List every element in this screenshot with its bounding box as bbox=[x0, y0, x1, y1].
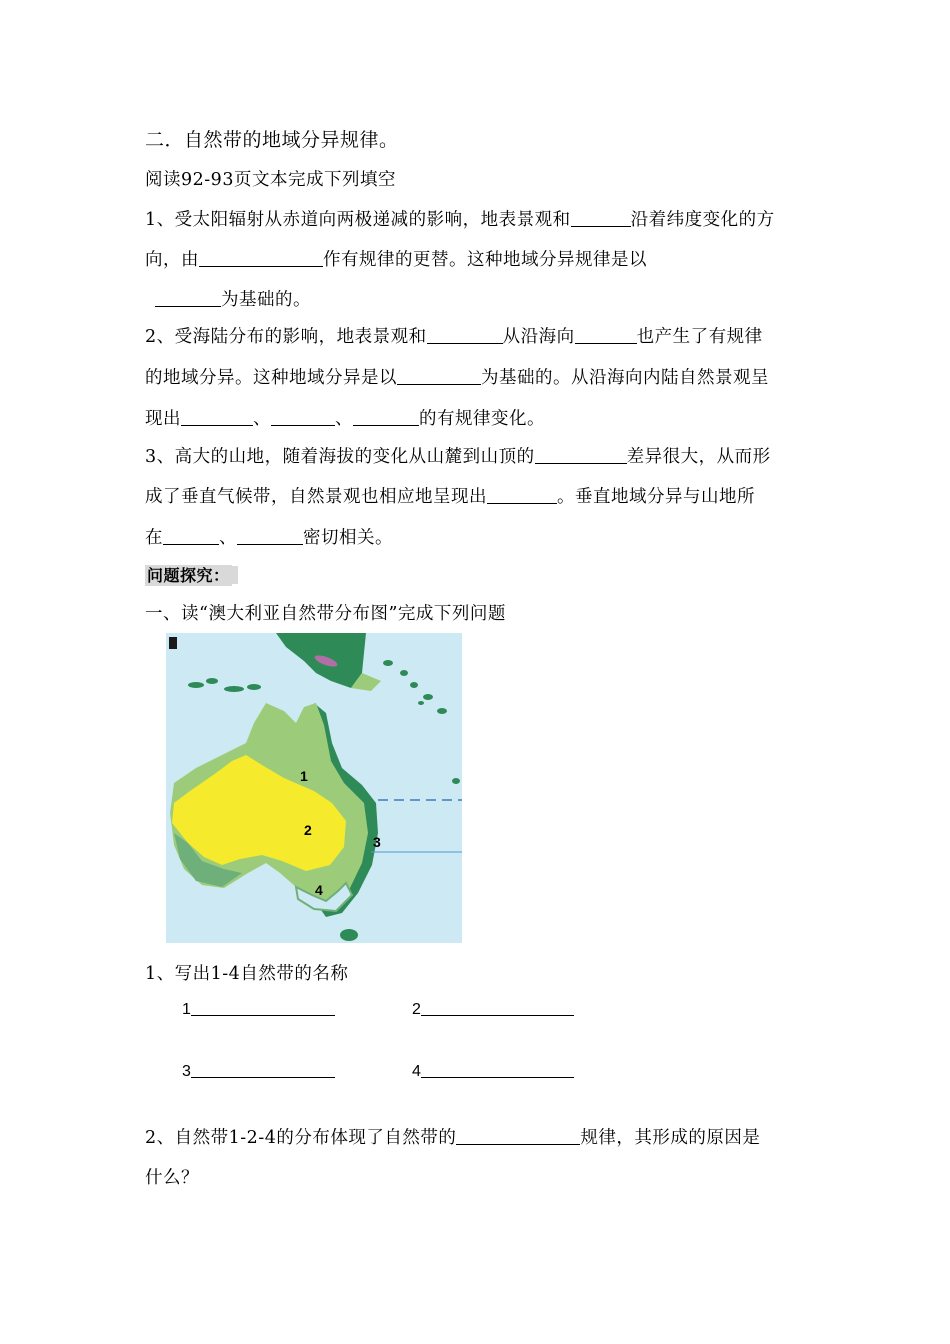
blank[interactable] bbox=[571, 208, 631, 227]
answer-blank[interactable] bbox=[421, 998, 574, 1016]
text: 为基础的。 bbox=[221, 290, 311, 310]
island bbox=[437, 708, 447, 714]
question-2-line-1 bbox=[145, 323, 763, 348]
blank[interactable] bbox=[353, 407, 419, 426]
answer-number: 4 bbox=[412, 1062, 421, 1080]
island bbox=[400, 670, 408, 676]
question-2-line-3 bbox=[145, 405, 545, 430]
question-1-line-3 bbox=[155, 286, 311, 311]
australia-natural-zones-map bbox=[166, 633, 462, 943]
text: 的地域分异。这种地域分异是以 bbox=[145, 368, 397, 388]
answer-row-3 bbox=[182, 1060, 335, 1081]
answer-row-1 bbox=[182, 998, 335, 1019]
answer-number: 1 bbox=[182, 1000, 191, 1018]
text: 成了垂直气候带，自然景观也相应地呈现出 bbox=[145, 487, 487, 507]
question-3-line-1 bbox=[145, 443, 771, 468]
text: 2、自然带1-2-4的分布体现了自然带的 bbox=[145, 1128, 457, 1148]
island bbox=[188, 682, 204, 688]
task-1-title: 一、读“澳大利亚自然带分布图”完成下列问题 bbox=[145, 604, 506, 624]
question-1-line-1 bbox=[145, 206, 775, 231]
separator: 、 bbox=[253, 409, 271, 429]
answer-number: 3 bbox=[182, 1062, 191, 1080]
sub-question-2-line-2: 什么？ bbox=[145, 1168, 199, 1188]
question-1-line-2 bbox=[145, 246, 647, 271]
blank[interactable] bbox=[487, 485, 557, 504]
text: 也产生了有规律 bbox=[636, 327, 763, 347]
blank[interactable] bbox=[535, 445, 627, 464]
text: 1、受太阳辐射从赤道向两极递减的影响，地表景观和 bbox=[145, 210, 571, 230]
island bbox=[452, 778, 460, 784]
blank[interactable] bbox=[575, 325, 637, 344]
text: 为基础的。从沿海向内陆自然景观呈 bbox=[481, 368, 769, 388]
text: 。垂直地域分异与山地所 bbox=[557, 487, 755, 507]
answer-blank[interactable] bbox=[421, 1060, 574, 1078]
island bbox=[423, 694, 433, 700]
map-label-1: 1 bbox=[300, 768, 308, 784]
explore-label bbox=[145, 563, 238, 586]
blank[interactable] bbox=[427, 325, 503, 344]
question-2-line-2 bbox=[145, 364, 769, 389]
island bbox=[247, 684, 261, 690]
sub-question-1: 1、写出1-4自然带的名称 bbox=[145, 964, 349, 984]
answer-blank[interactable] bbox=[191, 1060, 335, 1078]
text: 密切相关。 bbox=[303, 528, 393, 548]
text: 差异很大，从而形 bbox=[626, 447, 771, 467]
tasmania bbox=[340, 929, 358, 941]
text: 2、受海陆分布的影响，地表景观和 bbox=[145, 327, 427, 347]
blank[interactable] bbox=[271, 407, 335, 426]
map-label-2: 2 bbox=[304, 822, 312, 838]
text: 沿着纬度变化的方 bbox=[630, 210, 775, 230]
question-3-line-2 bbox=[145, 483, 755, 508]
separator: 、 bbox=[335, 409, 353, 429]
text: 现出 bbox=[145, 409, 181, 429]
blank[interactable] bbox=[237, 526, 303, 545]
text: 的有规律变化。 bbox=[419, 409, 545, 429]
island bbox=[224, 686, 244, 692]
island bbox=[383, 660, 393, 666]
island bbox=[410, 682, 418, 688]
section-title: 二．自然带的地域分异规律。 bbox=[145, 129, 399, 151]
blank[interactable] bbox=[155, 288, 221, 307]
blank[interactable] bbox=[181, 407, 253, 426]
text: 向，由 bbox=[145, 250, 199, 270]
sub-question-2-line-1 bbox=[145, 1124, 760, 1149]
island bbox=[206, 678, 218, 684]
island bbox=[418, 701, 424, 705]
blank[interactable] bbox=[397, 366, 481, 385]
highlight-pad bbox=[232, 566, 238, 584]
text: 在 bbox=[145, 528, 163, 548]
answer-number: 2 bbox=[412, 1000, 421, 1018]
corner-block bbox=[169, 637, 177, 649]
blank[interactable] bbox=[163, 526, 219, 545]
answer-row-2 bbox=[412, 998, 574, 1019]
map-label-3: 3 bbox=[373, 834, 381, 850]
instruction: 阅读92-93页文本完成下列填空 bbox=[145, 170, 396, 190]
answer-row-4 bbox=[412, 1060, 574, 1081]
blank[interactable] bbox=[199, 248, 323, 267]
text: 从沿海向 bbox=[502, 327, 575, 347]
text: 3、高大的山地，随着海拔的变化从山麓到山顶的 bbox=[145, 447, 535, 467]
answer-blank[interactable] bbox=[191, 998, 335, 1016]
text: 规律，其形成的原因是 bbox=[580, 1128, 761, 1148]
explore-label-text: 问题探究： bbox=[147, 566, 230, 585]
separator: 、 bbox=[219, 528, 237, 548]
question-3-line-3 bbox=[145, 524, 393, 549]
map-label-4: 4 bbox=[315, 882, 323, 898]
blank[interactable] bbox=[456, 1126, 580, 1145]
text: 作有规律的更替。这种地域分异规律是以 bbox=[323, 250, 647, 270]
